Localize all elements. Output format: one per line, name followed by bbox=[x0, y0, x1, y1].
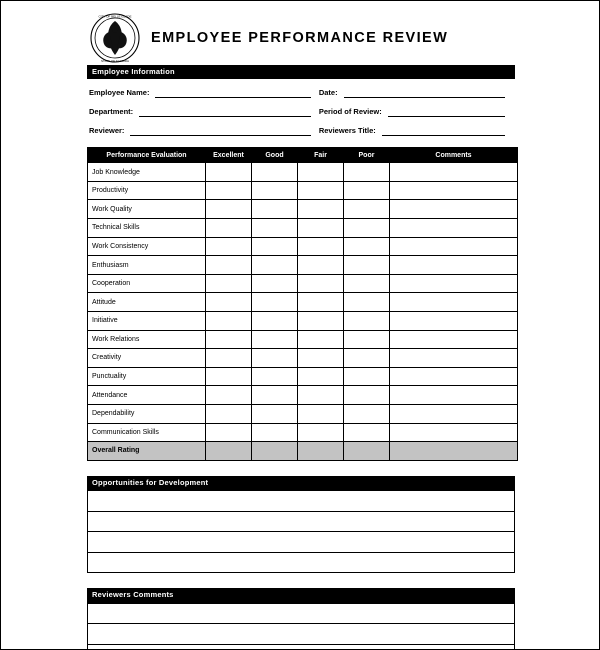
opportunities-line-input[interactable] bbox=[88, 511, 515, 532]
table-row bbox=[88, 200, 518, 219]
criteria-label: Creativity bbox=[88, 349, 206, 368]
rating-cell-good[interactable] bbox=[252, 423, 298, 442]
rating-cell-good[interactable] bbox=[252, 181, 298, 200]
rating-cell-poor[interactable] bbox=[344, 181, 390, 200]
list-item bbox=[88, 624, 515, 645]
criteria-label: Punctuality bbox=[88, 367, 206, 386]
rating-cell-excellent[interactable] bbox=[206, 181, 252, 200]
criteria-label: Attendance bbox=[88, 386, 206, 405]
rating-cell-fair[interactable] bbox=[298, 423, 344, 442]
rating-cell-excellent[interactable] bbox=[206, 349, 252, 368]
comments-cell[interactable] bbox=[390, 274, 518, 293]
rating-cell-poor[interactable] bbox=[344, 237, 390, 256]
employee-name-input[interactable] bbox=[155, 88, 310, 98]
reviewer-input[interactable] bbox=[130, 126, 310, 136]
rating-cell-good[interactable] bbox=[252, 330, 298, 349]
criteria-label: Initiative bbox=[88, 312, 206, 331]
rating-cell-fair[interactable] bbox=[298, 219, 344, 238]
table-row bbox=[88, 274, 518, 293]
table-row bbox=[88, 256, 518, 275]
rating-cell-good[interactable] bbox=[252, 274, 298, 293]
rating-cell-poor[interactable] bbox=[344, 163, 390, 182]
rating-cell-fair[interactable] bbox=[298, 181, 344, 200]
table-row bbox=[88, 163, 518, 182]
comments-cell[interactable] bbox=[390, 200, 518, 219]
column-header-criteria: Performance Evaluation bbox=[88, 148, 206, 163]
field-period-of-review bbox=[319, 107, 513, 117]
rating-cell-excellent[interactable] bbox=[206, 404, 252, 423]
criteria-label: Productivity bbox=[88, 181, 206, 200]
performance-evaluation-table bbox=[87, 147, 518, 461]
employee-information-fields bbox=[87, 88, 515, 136]
rating-cell-poor[interactable] bbox=[344, 293, 390, 312]
table-row bbox=[88, 312, 518, 331]
rating-cell-fair[interactable] bbox=[298, 386, 344, 405]
rating-cell-excellent[interactable] bbox=[206, 163, 252, 182]
table-row-overall-rating bbox=[88, 442, 518, 461]
list-item bbox=[88, 603, 515, 624]
rating-cell-poor[interactable] bbox=[344, 219, 390, 238]
table-row bbox=[88, 219, 518, 238]
field-label: Department: bbox=[89, 107, 134, 117]
column-header-excellent: Excellent bbox=[206, 148, 252, 163]
overall-cell-fair[interactable] bbox=[298, 442, 344, 461]
table-row bbox=[88, 423, 518, 442]
rating-cell-good[interactable] bbox=[252, 293, 298, 312]
table-row bbox=[88, 367, 518, 386]
comments-cell[interactable] bbox=[390, 423, 518, 442]
column-header-poor: Poor bbox=[344, 148, 390, 163]
rating-cell-excellent[interactable] bbox=[206, 274, 252, 293]
table-row bbox=[88, 349, 518, 368]
rating-cell-excellent[interactable] bbox=[206, 219, 252, 238]
criteria-label: Attitude bbox=[88, 293, 206, 312]
criteria-label: Job Knowledge bbox=[88, 163, 206, 182]
department-input[interactable] bbox=[139, 107, 311, 117]
comments-cell[interactable] bbox=[390, 181, 518, 200]
field-department bbox=[89, 107, 319, 117]
reviewers-comments-block bbox=[87, 588, 515, 650]
rating-cell-good[interactable] bbox=[252, 404, 298, 423]
rating-cell-fair[interactable] bbox=[298, 312, 344, 331]
overall-cell-good[interactable] bbox=[252, 442, 298, 461]
table-row bbox=[88, 404, 518, 423]
comments-cell[interactable] bbox=[390, 256, 518, 275]
comments-cell[interactable] bbox=[390, 293, 518, 312]
comments-cell[interactable] bbox=[390, 386, 518, 405]
criteria-label: Work Relations bbox=[88, 330, 206, 349]
section-header-employee-information: Employee Information bbox=[87, 65, 515, 79]
table-row bbox=[88, 386, 518, 405]
field-reviewer bbox=[89, 126, 319, 136]
table-row bbox=[88, 237, 518, 256]
rating-cell-good[interactable] bbox=[252, 200, 298, 219]
reviewers-comments-lines bbox=[87, 603, 515, 650]
svg-text:STATE OF FLORIDA: STATE OF FLORIDA bbox=[100, 59, 130, 63]
rating-cell-fair[interactable] bbox=[298, 367, 344, 386]
comments-cell[interactable] bbox=[390, 237, 518, 256]
rating-cell-good[interactable] bbox=[252, 256, 298, 275]
comments-cell[interactable] bbox=[390, 367, 518, 386]
list-item bbox=[88, 491, 515, 512]
city-seal-logo-icon bbox=[89, 12, 141, 64]
rating-cell-fair[interactable] bbox=[298, 404, 344, 423]
list-item bbox=[88, 552, 515, 573]
rating-cell-excellent[interactable] bbox=[206, 386, 252, 405]
opportunities-for-development-block bbox=[87, 476, 515, 574]
criteria-label: Work Consistency bbox=[88, 237, 206, 256]
criteria-label: Communication Skills bbox=[88, 423, 206, 442]
rating-cell-poor[interactable] bbox=[344, 404, 390, 423]
rating-cell-fair[interactable] bbox=[298, 274, 344, 293]
rating-cell-excellent[interactable] bbox=[206, 330, 252, 349]
rating-cell-fair[interactable] bbox=[298, 163, 344, 182]
rating-cell-poor[interactable] bbox=[344, 256, 390, 275]
rating-cell-poor[interactable] bbox=[344, 423, 390, 442]
rating-cell-good[interactable] bbox=[252, 349, 298, 368]
list-item bbox=[88, 644, 515, 650]
table-body bbox=[88, 163, 518, 461]
field-label: Employee Name: bbox=[89, 88, 150, 98]
date-input[interactable] bbox=[344, 88, 505, 98]
reviewers-comments-line-input[interactable] bbox=[88, 624, 515, 645]
rating-cell-excellent[interactable] bbox=[206, 256, 252, 275]
rating-cell-good[interactable] bbox=[252, 386, 298, 405]
opportunities-line-input[interactable] bbox=[88, 532, 515, 553]
reviewers-comments-line-input[interactable] bbox=[88, 603, 515, 624]
rating-cell-poor[interactable] bbox=[344, 200, 390, 219]
rating-cell-fair[interactable] bbox=[298, 293, 344, 312]
column-header-fair: Fair bbox=[298, 148, 344, 163]
document-header bbox=[87, 11, 515, 65]
rating-cell-poor[interactable] bbox=[344, 349, 390, 368]
column-header-comments: Comments bbox=[390, 148, 518, 163]
section-header-opportunities: Opportunities for Development bbox=[87, 476, 515, 490]
field-reviewers-title bbox=[319, 126, 513, 136]
rating-cell-fair[interactable] bbox=[298, 200, 344, 219]
svg-text:CITY OF BELLE GLADE: CITY OF BELLE GLADE bbox=[98, 14, 132, 19]
comments-cell[interactable] bbox=[390, 163, 518, 182]
rating-cell-excellent[interactable] bbox=[206, 237, 252, 256]
form-sheet bbox=[87, 11, 515, 650]
field-label: Period of Review: bbox=[318, 107, 382, 117]
criteria-label: Cooperation bbox=[88, 274, 206, 293]
rating-cell-good[interactable] bbox=[252, 367, 298, 386]
table-row bbox=[88, 330, 518, 349]
column-header-good: Good bbox=[252, 148, 298, 163]
field-label: Reviewers Title: bbox=[318, 126, 376, 136]
comments-cell[interactable] bbox=[390, 404, 518, 423]
overall-cell-excellent[interactable] bbox=[206, 442, 252, 461]
criteria-label: Technical Skills bbox=[88, 219, 206, 238]
criteria-label: Dependability bbox=[88, 404, 206, 423]
field-date bbox=[319, 88, 513, 98]
reviewers-comments-line-input[interactable] bbox=[88, 644, 515, 650]
overall-rating-label: Overall Rating bbox=[88, 442, 206, 461]
info-row bbox=[89, 88, 513, 98]
opportunities-line-input[interactable] bbox=[88, 552, 515, 573]
rating-cell-fair[interactable] bbox=[298, 349, 344, 368]
comments-cell[interactable] bbox=[390, 349, 518, 368]
rating-cell-good[interactable] bbox=[252, 312, 298, 331]
rating-cell-poor[interactable] bbox=[344, 274, 390, 293]
info-row bbox=[89, 107, 513, 117]
rating-cell-excellent[interactable] bbox=[206, 312, 252, 331]
field-employee-name bbox=[89, 88, 319, 98]
rating-cell-excellent[interactable] bbox=[206, 293, 252, 312]
rating-cell-poor[interactable] bbox=[344, 330, 390, 349]
info-row bbox=[89, 126, 513, 136]
field-label: Reviewer: bbox=[89, 126, 125, 136]
opportunities-lines bbox=[87, 490, 515, 573]
rating-cell-good[interactable] bbox=[252, 219, 298, 238]
criteria-label: Work Quality bbox=[88, 200, 206, 219]
comments-cell[interactable] bbox=[390, 219, 518, 238]
overall-comments-cell[interactable] bbox=[390, 442, 518, 461]
field-label: Date: bbox=[318, 88, 338, 98]
list-item bbox=[88, 532, 515, 553]
page-title: EMPLOYEE PERFORMANCE REVIEW bbox=[151, 30, 449, 46]
rating-cell-excellent[interactable] bbox=[206, 423, 252, 442]
list-item bbox=[88, 511, 515, 532]
table-row bbox=[88, 293, 518, 312]
rating-cell-good[interactable] bbox=[252, 237, 298, 256]
reviewers-title-input[interactable] bbox=[382, 126, 505, 136]
rating-cell-fair[interactable] bbox=[298, 256, 344, 275]
rating-cell-fair[interactable] bbox=[298, 330, 344, 349]
period-of-review-input[interactable] bbox=[388, 107, 505, 117]
criteria-label: Enthusiasm bbox=[88, 256, 206, 275]
section-header-reviewers-comments: Reviewers Comments bbox=[87, 588, 515, 602]
opportunities-line-input[interactable] bbox=[88, 491, 515, 512]
table-row bbox=[88, 181, 518, 200]
rating-cell-poor[interactable] bbox=[344, 367, 390, 386]
overall-cell-poor[interactable] bbox=[344, 442, 390, 461]
rating-cell-fair[interactable] bbox=[298, 237, 344, 256]
rating-cell-excellent[interactable] bbox=[206, 367, 252, 386]
rating-cell-excellent[interactable] bbox=[206, 200, 252, 219]
rating-cell-poor[interactable] bbox=[344, 312, 390, 331]
table-header-row bbox=[88, 148, 518, 163]
comments-cell[interactable] bbox=[390, 312, 518, 331]
comments-cell[interactable] bbox=[390, 330, 518, 349]
rating-cell-good[interactable] bbox=[252, 163, 298, 182]
rating-cell-poor[interactable] bbox=[344, 386, 390, 405]
